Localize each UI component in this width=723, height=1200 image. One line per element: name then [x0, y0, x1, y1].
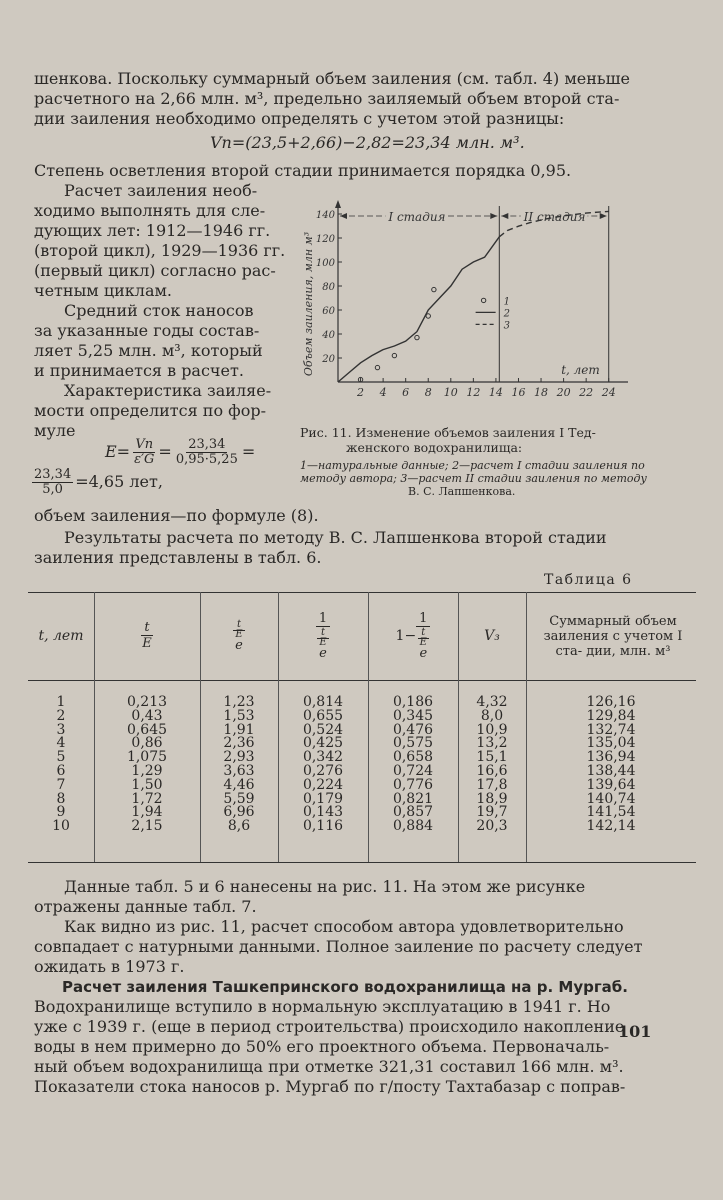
- table-column-v3: [458, 696, 526, 834]
- x-tick-label: 4: [379, 386, 387, 399]
- table-column-reciprocal: [278, 696, 368, 834]
- text-line: уже с 1939 г. (еще в период строительства) происходило накопление: [34, 1017, 625, 1036]
- table-cell: 0,884: [392, 818, 434, 835]
- table-header-v3: V₃: [484, 628, 500, 644]
- table-header-e-power: [200, 592, 278, 680]
- equation-result: [30, 462, 163, 502]
- exp-top: t: [236, 619, 242, 630]
- table-cell: 5: [56, 749, 66, 766]
- table-cell: 8: [56, 790, 66, 807]
- table-column-total-volume: [526, 696, 696, 834]
- table-cell: 0,116: [302, 818, 344, 835]
- table-cell: 132,74: [586, 721, 636, 738]
- eq-sign: =: [241, 442, 256, 461]
- arrow-head: [600, 213, 607, 219]
- table-cell: 0,575: [392, 735, 434, 752]
- exp-base: e: [419, 646, 428, 661]
- text-line: шенкова. Поскольку суммарный объем заиления (см. табл. 4) меньше: [34, 69, 630, 88]
- text-line: ожидать в 1973 г.: [34, 957, 185, 976]
- arrow-head: [490, 213, 497, 219]
- table-cell: 0,814: [302, 694, 344, 710]
- table-cell: 6,96: [223, 804, 255, 821]
- x-axis-label: t, лет: [561, 363, 600, 377]
- table-cell: 2: [56, 707, 66, 724]
- table-cell: 129,84: [586, 707, 636, 724]
- data-point: [432, 287, 436, 291]
- text-line: Водохранилище вступило в нормальную эксплуатацию в 1941 г. Но: [34, 997, 611, 1016]
- table-cell: 4,46: [223, 776, 255, 793]
- text-line: заиления представлены в табл. 6.: [34, 548, 322, 567]
- y-tick-label: 40: [322, 330, 335, 341]
- table-column-t: [28, 696, 94, 834]
- table-cell: 0,655: [302, 707, 344, 724]
- y-tick-label: 120: [315, 234, 335, 245]
- x-tick-label: 10: [443, 386, 458, 399]
- text-line: Характеристика заиляе-: [64, 381, 272, 400]
- table-column-t-over-e: [94, 696, 200, 834]
- page-number: 101: [618, 1022, 652, 1041]
- x-tick-label: 22: [579, 386, 594, 399]
- text-line: четным циклам.: [34, 281, 173, 300]
- exp-bottom: E: [235, 629, 243, 640]
- stage-2-label: II стадия: [523, 210, 586, 224]
- legend-label: 2: [503, 308, 510, 320]
- equation-vp: Vп=(23,5+2,66)−2,82=23,34 млн. м³.: [210, 133, 525, 152]
- fraction: [32, 468, 73, 497]
- table-cell: 2,15: [131, 818, 163, 835]
- text-line: (первый цикл) согласно рас-: [34, 261, 276, 280]
- table-cell: 0,524: [302, 721, 344, 738]
- x-tick-label: 12: [466, 386, 481, 399]
- table-cell: 0,143: [302, 804, 344, 821]
- table-cell: 7: [56, 776, 66, 793]
- fraction-numerator: Vп: [135, 436, 154, 452]
- table-rule: [28, 862, 696, 863]
- table-cell: 1,72: [131, 790, 163, 807]
- data-point: [392, 353, 396, 357]
- table-cell: 2,36: [223, 735, 255, 752]
- text-line: Данные табл. 5 и 6 нанесены на рис. 11. На этом же рисунке: [64, 877, 586, 896]
- text-line: Показатели стока наносов р. Мургаб по г/посту Тахтабазар с поправ-: [34, 1077, 626, 1096]
- x-tick-label: 24: [601, 386, 616, 399]
- table-cell: 139,64: [586, 776, 636, 793]
- table-cell: 2,93: [223, 749, 255, 766]
- series-line-2: [338, 237, 499, 382]
- table-header-t-over-e: [94, 592, 200, 680]
- table-cell: 1,23: [223, 694, 255, 710]
- table-cell: 1,29: [131, 762, 163, 779]
- y-axis-arrow: [335, 200, 341, 208]
- data-point: [375, 365, 379, 369]
- figure-11-chart: [298, 196, 638, 420]
- x-tick-label: 6: [402, 386, 410, 399]
- table-cell: 1,91: [223, 721, 255, 738]
- fraction-denominator: [317, 627, 328, 661]
- x-tick-label: 2: [357, 386, 365, 399]
- y-tick-label: 20: [322, 354, 335, 365]
- fraction-numerator: 1: [316, 611, 330, 627]
- exp-bottom: E: [319, 637, 327, 648]
- x-tick-label: 20: [556, 386, 571, 399]
- chart-svg: [298, 196, 638, 420]
- y-axis-label: Объем заиления, млн м³: [302, 231, 315, 377]
- table-rule: [28, 680, 696, 681]
- table-cell: 3: [56, 721, 66, 738]
- eq-result-text: =4,65 лет,: [75, 472, 163, 491]
- fraction: [416, 611, 430, 661]
- table-column-one-minus: [368, 696, 458, 834]
- fraction-numerator: 23,34: [188, 436, 226, 452]
- table-cell: 20,3: [476, 818, 508, 835]
- table-cell: 0,345: [392, 707, 434, 724]
- eq-lhs: E=: [105, 442, 131, 461]
- y-tick-label: 60: [322, 306, 335, 317]
- text-line: и принимается в расчет.: [34, 361, 244, 380]
- x-tick-label: 14: [488, 386, 503, 399]
- legend-label: 1: [503, 296, 510, 308]
- fraction-denominator: E: [142, 636, 152, 651]
- table-cell: 0,857: [392, 804, 434, 821]
- table-header-one-minus: [368, 592, 458, 680]
- exp-top: t: [421, 627, 426, 638]
- x-tick-label: 8: [424, 386, 432, 399]
- table-cell: 0,821: [392, 790, 434, 807]
- table-cell: 17,8: [476, 776, 508, 793]
- text-line: за указанные годы состав-: [34, 321, 260, 340]
- table-cell: 1,94: [131, 804, 163, 821]
- exp-base: e: [319, 646, 327, 661]
- table-cell: 4,32: [476, 694, 508, 710]
- figure-legend-note: 1—натуральные данные; 2—расчет I стадии заиления по: [300, 459, 645, 472]
- table-cell: 0,476: [392, 721, 434, 738]
- y-tick-label: 140: [315, 210, 335, 221]
- y-tick-label: 80: [322, 282, 335, 293]
- table-cell: 142,14: [586, 818, 636, 835]
- x-tick-label: 16: [511, 386, 526, 399]
- table-cell: 0,224: [302, 776, 344, 793]
- fraction: [316, 611, 330, 661]
- table-cell: 0,43: [131, 707, 163, 724]
- text-line: дующих лет: 1912—1946 гг.: [34, 221, 271, 240]
- table-header-t: t, лет: [38, 628, 84, 644]
- table-cell: 138,44: [586, 762, 636, 779]
- table-cell: 0,276: [302, 762, 344, 779]
- table-cell: 1,075: [126, 749, 168, 766]
- fraction-denominator: 5,0: [42, 481, 63, 497]
- text-line: ляет 5,25 млн. м³, который: [34, 341, 263, 360]
- legend-label: 3: [503, 320, 510, 332]
- table-cell: 126,16: [586, 694, 636, 710]
- table-cell: 0,186: [392, 694, 434, 710]
- table-cell: 1,53: [223, 707, 255, 724]
- table-cell: 16,6: [476, 762, 508, 779]
- table-cell: 15,1: [476, 749, 508, 766]
- figure-legend-note: В. С. Лапшенкова.: [408, 485, 516, 498]
- figure-legend-note: методу автора; 3—расчет II стадии заиления по методу: [300, 472, 647, 485]
- legend-marker-1: [481, 298, 485, 302]
- eq-sign: =: [158, 442, 172, 461]
- exp-base: e: [235, 638, 243, 653]
- table-label: Таблица 6: [544, 572, 633, 588]
- x-tick-label: 18: [534, 386, 549, 399]
- text-line: ный объем водохранилища при отметке 321,31 составил 166 млн. м³.: [34, 1057, 624, 1076]
- exp-top: t: [320, 627, 326, 638]
- arrow-head: [501, 213, 508, 219]
- text-line: расчетного на 2,66 млн. м³, предельно заиляемый объем второй ста-: [34, 89, 620, 108]
- table-cell: 0,776: [392, 776, 434, 793]
- data-point: [415, 335, 419, 339]
- text-line: ходимо выполнять для сле-: [34, 201, 266, 220]
- fraction-numerator: 23,34: [34, 466, 72, 482]
- table-cell: 3,63: [223, 762, 255, 779]
- table-cell: 8,6: [227, 818, 251, 835]
- table-cell: 19,7: [476, 804, 508, 821]
- table-cell: 140,74: [586, 790, 636, 807]
- table-cell: 1,50: [131, 776, 163, 793]
- table-cell: 0,658: [392, 749, 434, 766]
- text-line: объем заиления—по формуле (8).: [34, 506, 319, 525]
- table-cell: 18,9: [476, 790, 508, 807]
- table-cell: 0,179: [302, 790, 344, 807]
- table-cell: 0,724: [392, 762, 434, 779]
- table-cell: 136,94: [586, 749, 636, 766]
- table-cell: 4: [56, 735, 66, 752]
- fraction: [174, 438, 240, 467]
- table-cell: 0,86: [131, 735, 163, 752]
- text-line: дии заиления необходимо определять с учетом этой разницы:: [34, 109, 565, 128]
- figure-caption: Рис. 11. Изменение объемов заиления I Тед-: [300, 425, 596, 440]
- text-line: отражены данные табл. 7.: [34, 897, 257, 916]
- table-cell: 10,9: [476, 721, 508, 738]
- table-cell: 0,342: [302, 749, 344, 766]
- table-6: [28, 592, 696, 862]
- text-line: мости определится по фор-: [34, 401, 266, 420]
- fraction: [141, 620, 152, 652]
- text-line: Расчет заиления необ-: [64, 181, 258, 200]
- table-cell: 0,213: [126, 694, 168, 710]
- exp-expression: [233, 619, 244, 653]
- fraction-denominator: ε′G: [134, 451, 155, 467]
- table-header-total-volume: Суммарный объем заиления с учетом I ста- дии, млн. м³: [543, 613, 683, 659]
- table-column-e-power: [200, 696, 278, 834]
- text-line: Средний сток наносов: [64, 301, 254, 320]
- text-line: Результаты расчета по методу В. С. Лапшенкова второй стадии: [64, 528, 607, 547]
- text-line: Как видно из рис. 11, расчет способом автора удовлетворительно: [64, 917, 624, 936]
- exp-bottom: E: [419, 637, 427, 648]
- table-cell: 9: [56, 804, 66, 821]
- figure-caption: женского водохранилища:: [346, 440, 523, 455]
- table-cell: 141,54: [586, 804, 636, 821]
- fraction-denominator: [418, 627, 429, 661]
- text-line: воды в нем примерно до 50% его проектного объема. Первоначаль-: [34, 1037, 610, 1056]
- text-line: Степень осветления второй стадии принимается порядка 0,95.: [34, 161, 572, 180]
- table-cell: 1: [56, 694, 66, 710]
- table-cell: 0,425: [302, 735, 344, 752]
- table-cell: 10: [52, 818, 70, 835]
- table-cell: 135,04: [586, 735, 636, 752]
- fraction-denominator: 0,95·5,25: [175, 451, 238, 467]
- table-cell: 0,645: [126, 721, 168, 738]
- fraction-numerator: t: [141, 620, 152, 636]
- stage-1-label: I стадия: [388, 210, 446, 224]
- section-heading: Расчет заиления Ташкепринского водохранилища на р. Мургаб.: [62, 978, 628, 996]
- text-line: совпадает с натурными данными. Полное заиление по расчету следует: [34, 937, 643, 956]
- text-line: муле: [34, 421, 76, 440]
- fraction-numerator: 1: [416, 611, 430, 627]
- text-line: (второй цикл), 1929—1936 гг.: [34, 241, 286, 260]
- table-cell: 8,0: [480, 707, 504, 724]
- table-cell: 5,59: [223, 790, 255, 807]
- table-cell: 13,2: [476, 735, 508, 752]
- y-tick-label: 100: [315, 258, 335, 269]
- table-header-reciprocal: [278, 592, 368, 680]
- one-minus: 1−: [395, 628, 417, 644]
- table-cell: 6: [56, 762, 66, 779]
